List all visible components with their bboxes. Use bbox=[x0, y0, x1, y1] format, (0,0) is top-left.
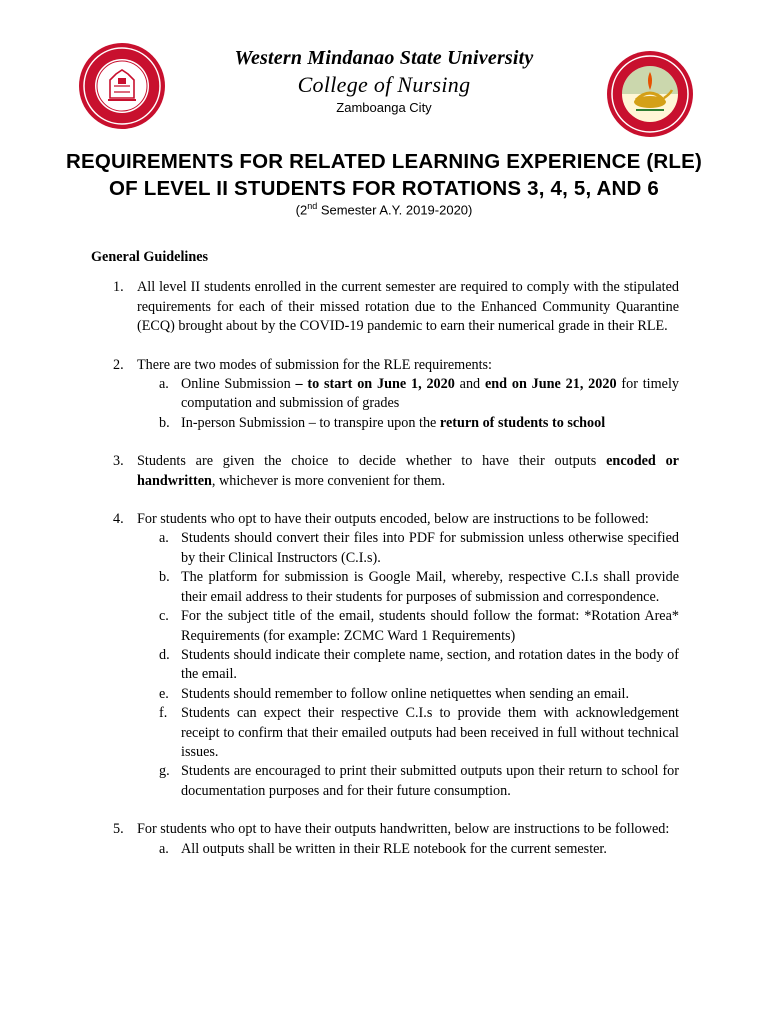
city-name: Zamboanga City bbox=[336, 100, 432, 115]
sub-list bbox=[137, 375, 679, 433]
sub-item: g. Students are encouraged to print their submitted outputs upon their return to school for documentation purposes and for their future consumption. bbox=[159, 763, 679, 799]
item-text: All level II students enrolled in the current semester are required to comply with the stipulated requirements for each of their missed rotation due to the Enhanced Community Quarantine (ECQ) brought about by the COVID-19 pandemic to earn their numerical grade in their RLE. bbox=[137, 279, 679, 335]
item-text: For students who opt to have their outputs handwritten, below are instructions to be followed: bbox=[137, 821, 670, 838]
sub-item: f. Students can expect their respective C.I.s to provide them with acknowledgement receipt to confirm that their emailed outputs had been received in full without technical issues. bbox=[159, 705, 679, 760]
list-item bbox=[91, 356, 679, 434]
document-body bbox=[91, 248, 679, 878]
item-number: 4. bbox=[113, 511, 124, 528]
document-subtitle: (2nd Semester A.Y. 2019-2020) bbox=[295, 201, 473, 218]
guidelines-list bbox=[91, 278, 679, 859]
item-number: 5. bbox=[113, 821, 124, 838]
item-text: For students who opt to have their outputs encoded, below are instructions to be followed: bbox=[137, 511, 649, 528]
item-number: 2. bbox=[113, 356, 124, 373]
sub-list bbox=[137, 529, 679, 801]
item-text: There are two modes of submission for the RLE requirements: bbox=[137, 356, 492, 373]
item-number: 1. bbox=[113, 279, 124, 296]
sub-item: a. All outputs shall be written in their RLE notebook for the current semester. bbox=[159, 840, 607, 857]
document-title-line-2: OF LEVEL II STUDENTS FOR ROTATIONS 3, 4, 5, AND 6 bbox=[108, 177, 660, 200]
list-item bbox=[91, 510, 679, 801]
list-item bbox=[91, 820, 679, 859]
sub-item: c. For the subject title of the email, students should follow the format: *Rotation Area* Requirements (for example: ZCMC Ward 1 Requirements) bbox=[159, 608, 679, 644]
item-number: 3. bbox=[113, 453, 124, 470]
document-title-line-1: REQUIREMENTS FOR RELATED LEARNING EXPERIENCE (RLE) bbox=[65, 150, 703, 173]
college-name: College of Nursing bbox=[297, 72, 471, 97]
university-name: Western Mindanao State University bbox=[234, 47, 534, 69]
nursing-college-seal-icon bbox=[606, 50, 694, 138]
section-heading: General Guidelines bbox=[91, 249, 209, 265]
sub-item: b. The platform for submission is Google Mail, whereby, respective C.I.s shall provide their email address to their students for purposes of submission and correspondence. bbox=[159, 569, 679, 605]
list-item: 3. Students are given the choice to decide whether to have their outputs encoded or handwritten, whichever is more convenient for them. bbox=[113, 453, 679, 489]
sub-item: a. Online Submission – to start on June 1, 2020 and end on June 21, 2020 for timely computation and submission of grades bbox=[159, 376, 679, 412]
sub-item: d. Students should indicate their complete name, section, and rotation dates in the body of the email. bbox=[159, 646, 679, 683]
sub-item: a. Students should convert their files into PDF for submission unless otherwise specified by their Clinical Instructors (C.I.s). bbox=[159, 530, 679, 566]
list-item bbox=[91, 278, 679, 336]
sub-list bbox=[137, 840, 679, 859]
sub-item: e. Students should remember to follow online netiquettes when sending an email. bbox=[159, 685, 630, 702]
sub-item: b. In-person Submission – to transpire upon the return of students to school bbox=[159, 414, 606, 431]
